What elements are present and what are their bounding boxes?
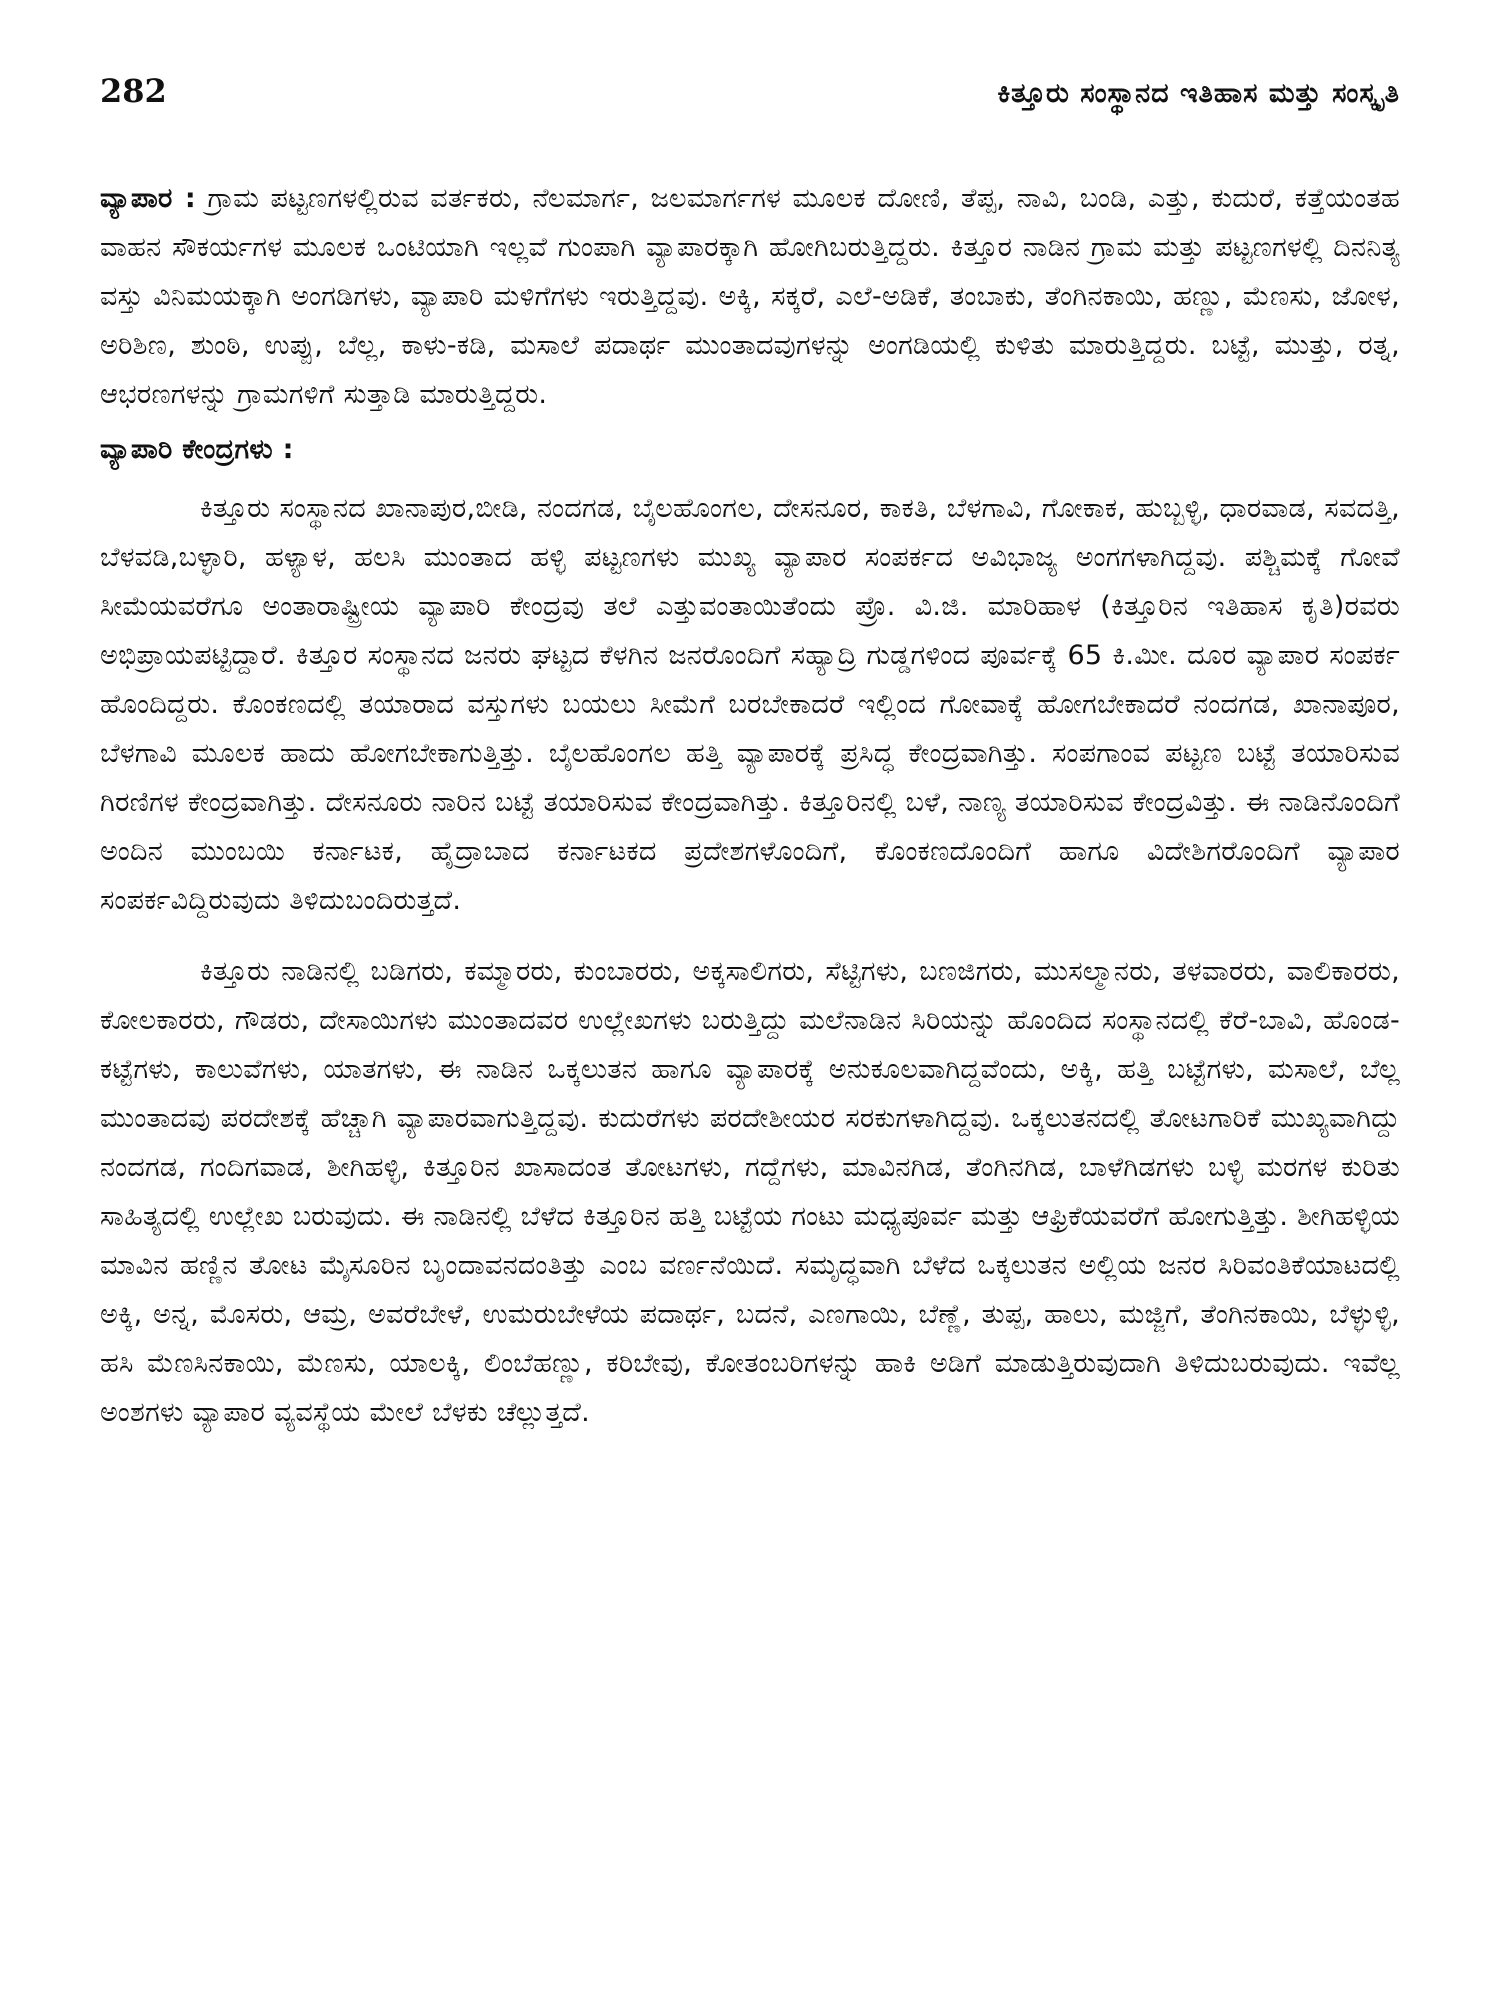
- page-number: 282: [100, 72, 167, 110]
- running-head: [100, 72, 1400, 132]
- section-heading-trade: ವ್ಯಾಪಾರ :: [100, 183, 196, 214]
- book-page: [100, 72, 1400, 1952]
- page-content: [100, 174, 1400, 1437]
- section-trade-paragraph: [100, 174, 1400, 419]
- section-trade-text: ಗ್ರಾಮ ಪಟ್ಟಣಗಳಲ್ಲಿರುವ ವರ್ತಕರು, ನೆಲಮಾರ್ಗ, ಜಲಮಾರ್ಗಗಳ ಮೂಲಕ ದೋಣಿ, ತೆಪ್ಪ, ನಾವಿ, ಬಂಡಿ, ಎತ್ತು, ಕುದುರೆ, ಕತ್ತೆಯಂತಹ ವಾಹನ ಸೌಕರ್ಯಗಳ ಮೂಲಕ ಒಂಟಿಯಾಗಿ ಇಲ್ಲವೆ ಗುಂಪಾಗಿ ವ್ಯಾಪಾರಕ್ಕಾಗಿ ಹೋಗಿಬರುತ್ತಿದ್ದರು. ಕಿತ್ತೂರ ನಾಡಿನ ಗ್ರಾಮ ಮತ್ತು ಪಟ್ಟಣಗಳಲ್ಲಿ ದಿನನಿತ್ಯ ವಸ್ತು ವಿನಿಮಯಕ್ಕಾಗಿ ಅಂಗಡಿಗಳು, ವ್ಯಾಪಾರಿ ಮಳಿಗೆಗಳು ಇರುತ್ತಿದ್ದವು. ಅಕ್ಕಿ, ಸಕ್ಕರೆ, ಎಲೆ-ಅಡಿಕೆ, ತಂಬಾಕು, ತೆಂಗಿನಕಾಯಿ, ಹಣ್ಣು, ಮೆಣಸು, ಜೋಳ, ಅರಿಶಿಣ, ಶುಂಠಿ, ಉಪ್ಪು, ಬೆಲ್ಲ, ಕಾಳು-ಕಡಿ, ಮಸಾಲೆ ಪದಾರ್ಥ ಮುಂತಾದವುಗಳನ್ನು ಅಂಗಡಿಯಲ್ಲಿ ಕುಳಿತು ಮಾರುತ್ತಿದ್ದರು. ಬಟ್ಟೆ, ಮುತ್ತು, ರತ್ನ, ಆಭರಣಗಳನ್ನು ಗ್ರಾಮಗಳಿಗೆ ಸುತ್ತಾಡಿ ಮಾರುತ್ತಿದ್ದರು.: [100, 183, 1400, 410]
- trade-centres-paragraph-1: ಕಿತ್ತೂರು ಸಂಸ್ಥಾನದ ಖಾನಾಪುರ,ಬೀಡಿ, ನಂದಗಡ, ಬೈಲಹೊಂಗಲ, ದೇಸನೂರ, ಕಾಕತಿ, ಬೆಳಗಾವಿ, ಗೋಕಾಕ, ಹುಬ್ಬಳ್ಳಿ, ಧಾರವಾಡ, ಸವದತ್ತಿ, ಬೆಳವಡಿ,ಬಳ್ಳಾರಿ, ಹಳ್ಯಾಳ, ಹಲಸಿ ಮುಂತಾದ ಹಳ್ಳಿ ಪಟ್ಟಣಗಳು ಮುಖ್ಯ ವ್ಯಾಪಾರ ಸಂಪರ್ಕದ ಅವಿಭಾಜ್ಯ ಅಂಗಗಳಾಗಿದ್ದವು. ಪಶ್ಚಿಮಕ್ಕೆ ಗೋವೆ ಸೀಮೆಯವರೆಗೂ ಅಂತಾರಾಷ್ಟ್ರೀಯ ವ್ಯಾಪಾರಿ ಕೇಂದ್ರವು ತಲೆ ಎತ್ತುವಂತಾಯಿತೆಂದು ಪ್ರೊ. ವಿ.ಜಿ. ಮಾರಿಹಾಳ (ಕಿತ್ತೂರಿನ ಇತಿಹಾಸ ಕೃತಿ)ರವರು ಅಭಿಪ್ರಾಯಪಟ್ಟಿದ್ದಾರೆ. ಕಿತ್ತೂರ ಸಂಸ್ಥಾನದ ಜನರು ಘಟ್ಟದ ಕೆಳಗಿನ ಜನರೊಂದಿಗೆ ಸಹ್ಯಾದ್ರಿ ಗುಡ್ಡಗಳಿಂದ ಪೂರ್ವಕ್ಕೆ 65 ಕಿ.ಮೀ. ದೂರ ವ್ಯಾಪಾರ ಸಂಪರ್ಕ ಹೊಂದಿದ್ದರು. ಕೊಂಕಣದಲ್ಲಿ ತಯಾರಾದ ವಸ್ತುಗಳು ಬಯಲು ಸೀಮೆಗೆ ಬರಬೇಕಾದರೆ ಇಲ್ಲಿಂದ ಗೋವಾಕ್ಕೆ ಹೋಗಬೇಕಾದರೆ ನಂದಗಡ, ಖಾನಾಪೂರ, ಬೆಳಗಾವಿ ಮೂಲಕ ಹಾದು ಹೋಗಬೇಕಾಗುತ್ತಿತ್ತು. ಬೈಲಹೊಂಗಲ ಹತ್ತಿ ವ್ಯಾಪಾರಕ್ಕೆ ಪ್ರಸಿದ್ಧ ಕೇಂದ್ರವಾಗಿತ್ತು. ಸಂಪಗಾಂವ ಪಟ್ಟಣ ಬಟ್ಟೆ ತಯಾರಿಸುವ ಗಿರಣಿಗಳ ಕೇಂದ್ರವಾಗಿತ್ತು. ದೇಸನೂರು ನಾರಿನ ಬಟ್ಟೆ ತಯಾರಿಸುವ ಕೇಂದ್ರವಾಗಿತ್ತು. ಕಿತ್ತೂರಿನಲ್ಲಿ ಬಳೆ, ನಾಣ್ಯ ತಯಾರಿಸುವ ಕೇಂದ್ರವಿತ್ತು. ಈ ನಾಡಿನೊಂದಿಗೆ ಅಂದಿನ ಮುಂಬಯಿ ಕರ್ನಾಟಕ, ಹೈದ್ರಾಬಾದ ಕರ್ನಾಟಕದ ಪ್ರದೇಶಗಳೊಂದಿಗೆ, ಕೊಂಕಣದೊಂದಿಗೆ ಹಾಗೂ ವಿದೇಶಿಗರೊಂದಿಗೆ ವ್ಯಾಪಾರ ಸಂಪರ್ಕವಿದ್ದಿರುವುದು ತಿಳಿದುಬಂದಿರುತ್ತದೆ.: [100, 493, 1400, 916]
- trade-centres-paragraph-2: ಕಿತ್ತೂರು ನಾಡಿನಲ್ಲಿ ಬಡಿಗರು, ಕಮ್ಮಾರರು, ಕುಂಬಾರರು, ಅಕ್ಕಸಾಲಿಗರು, ಸೆಟ್ಟಿಗಳು, ಬಣಜಿಗರು, ಮುಸಲ್ಮಾನರು, ತಳವಾರರು, ವಾಲಿಕಾರರು, ಕೋಲಕಾರರು, ಗೌಡರು, ದೇಸಾಯಿಗಳು ಮುಂತಾದವರ ಉಲ್ಲೇಖಗಳು ಬರುತ್ತಿದ್ದು ಮಲೆನಾಡಿನ ಸಿರಿಯನ್ನು ಹೊಂದಿದ ಸಂಸ್ಥಾನದಲ್ಲಿ ಕೆರೆ-ಬಾವಿ, ಹೊಂಡ-ಕಟ್ಟೆಗಳು, ಕಾಲುವೆಗಳು, ಯಾತಗಳು, ಈ ನಾಡಿನ ಒಕ್ಕಲುತನ ಹಾಗೂ ವ್ಯಾಪಾರಕ್ಕೆ ಅನುಕೂಲವಾಗಿದ್ದವೆಂದು, ಅಕ್ಕಿ, ಹತ್ತಿ ಬಟ್ಟೆಗಳು, ಮಸಾಲೆ, ಬೆಲ್ಲ ಮುಂತಾದವು ಪರದೇಶಕ್ಕೆ ಹೆಚ್ಚಾಗಿ ವ್ಯಾಪಾರವಾಗುತ್ತಿದ್ದವು. ಕುದುರೆಗಳು ಪರದೇಶೀಯರ ಸರಕುಗಳಾಗಿದ್ದವು. ಒಕ್ಕಲುತನದಲ್ಲಿ ತೋಟಗಾರಿಕೆ ಮುಖ್ಯವಾಗಿದ್ದು ನಂದಗಡ, ಗಂದಿಗವಾಡ, ಶೀಗಿಹಳ್ಳಿ, ಕಿತ್ತೂರಿನ ಖಾಸಾದಂತ ತೋಟಗಳು, ಗದ್ದೆಗಳು, ಮಾವಿನಗಿಡ, ತೆಂಗಿನಗಿಡ, ಬಾಳೆಗಿಡಗಳು ಬಳ್ಳಿ ಮರಗಳ ಕುರಿತು ಸಾಹಿತ್ಯದಲ್ಲಿ ಉಲ್ಲೇಖ ಬರುವುದು. ಈ ನಾಡಿನಲ್ಲಿ ಬೆಳೆದ ಕಿತ್ತೂರಿನ ಹತ್ತಿ ಬಟ್ಟೆಯ ಗಂಟು ಮಧ್ಯಪೂರ್ವ ಮತ್ತು ಆಫ್ರಿಕೆಯವರೆಗೆ ಹೋಗುತ್ತಿತ್ತು. ಶೀಗಿಹಳ್ಳಿಯ ಮಾವಿನ ಹಣ್ಣಿನ ತೋಟ ಮೈಸೂರಿನ ಬೃಂದಾವನದಂತಿತ್ತು ಎಂಬ ವರ್ಣನೆಯಿದೆ. ಸಮೃದ್ಧವಾಗಿ ಬೆಳೆದ ಒಕ್ಕಲುತನ ಅಲ್ಲಿಯ ಜನರ ಸಿರಿವಂತಿಕೆಯಾಟದಲ್ಲಿ ಅಕ್ಕಿ, ಅನ್ನ, ಮೊಸರು, ಆಮ್ರ, ಅವರೆಬೇಳೆ, ಉಮರುಬೇಳೆಯ ಪದಾರ್ಥ, ಬದನೆ, ಎಣಗಾಯಿ, ಬೆಣ್ಣೆ, ತುಪ್ಪ, ಹಾಲು, ಮಜ್ಜಿಗೆ, ತೆಂಗಿನಕಾಯಿ, ಬೆಳ್ಳುಳ್ಳಿ, ಹಸಿ ಮೆಣಸಿನಕಾಯಿ, ಮೆಣಸು, ಯಾಲಕ್ಕಿ, ಲಿಂಬೆಹಣ್ಣು, ಕರಿಬೇವು, ಕೋತಂಬರಿಗಳನ್ನು ಹಾಕಿ ಅಡಿಗೆ ಮಾಡುತ್ತಿರುವುದಾಗಿ ತಿಳಿದುಬರುವುದು. ಇವೆಲ್ಲ ಅಂಶಗಳು ವ್ಯಾಪಾರ ವ್ಯವಸ್ಥೆಯ ಮೇಲೆ ಬೆಳಕು ಚೆಲ್ಲುತ್ತದೆ.: [100, 956, 1400, 1428]
- section-heading-trade-centres: ವ್ಯಾಪಾರಿ ಕೇಂದ್ರಗಳು :: [100, 434, 294, 465]
- running-title: ಕಿತ್ತೂರು ಸಂಸ್ಥಾನದ ಇತಿಹಾಸ ಮತ್ತು ಸಂಸ್ಕೃತಿ: [997, 78, 1400, 109]
